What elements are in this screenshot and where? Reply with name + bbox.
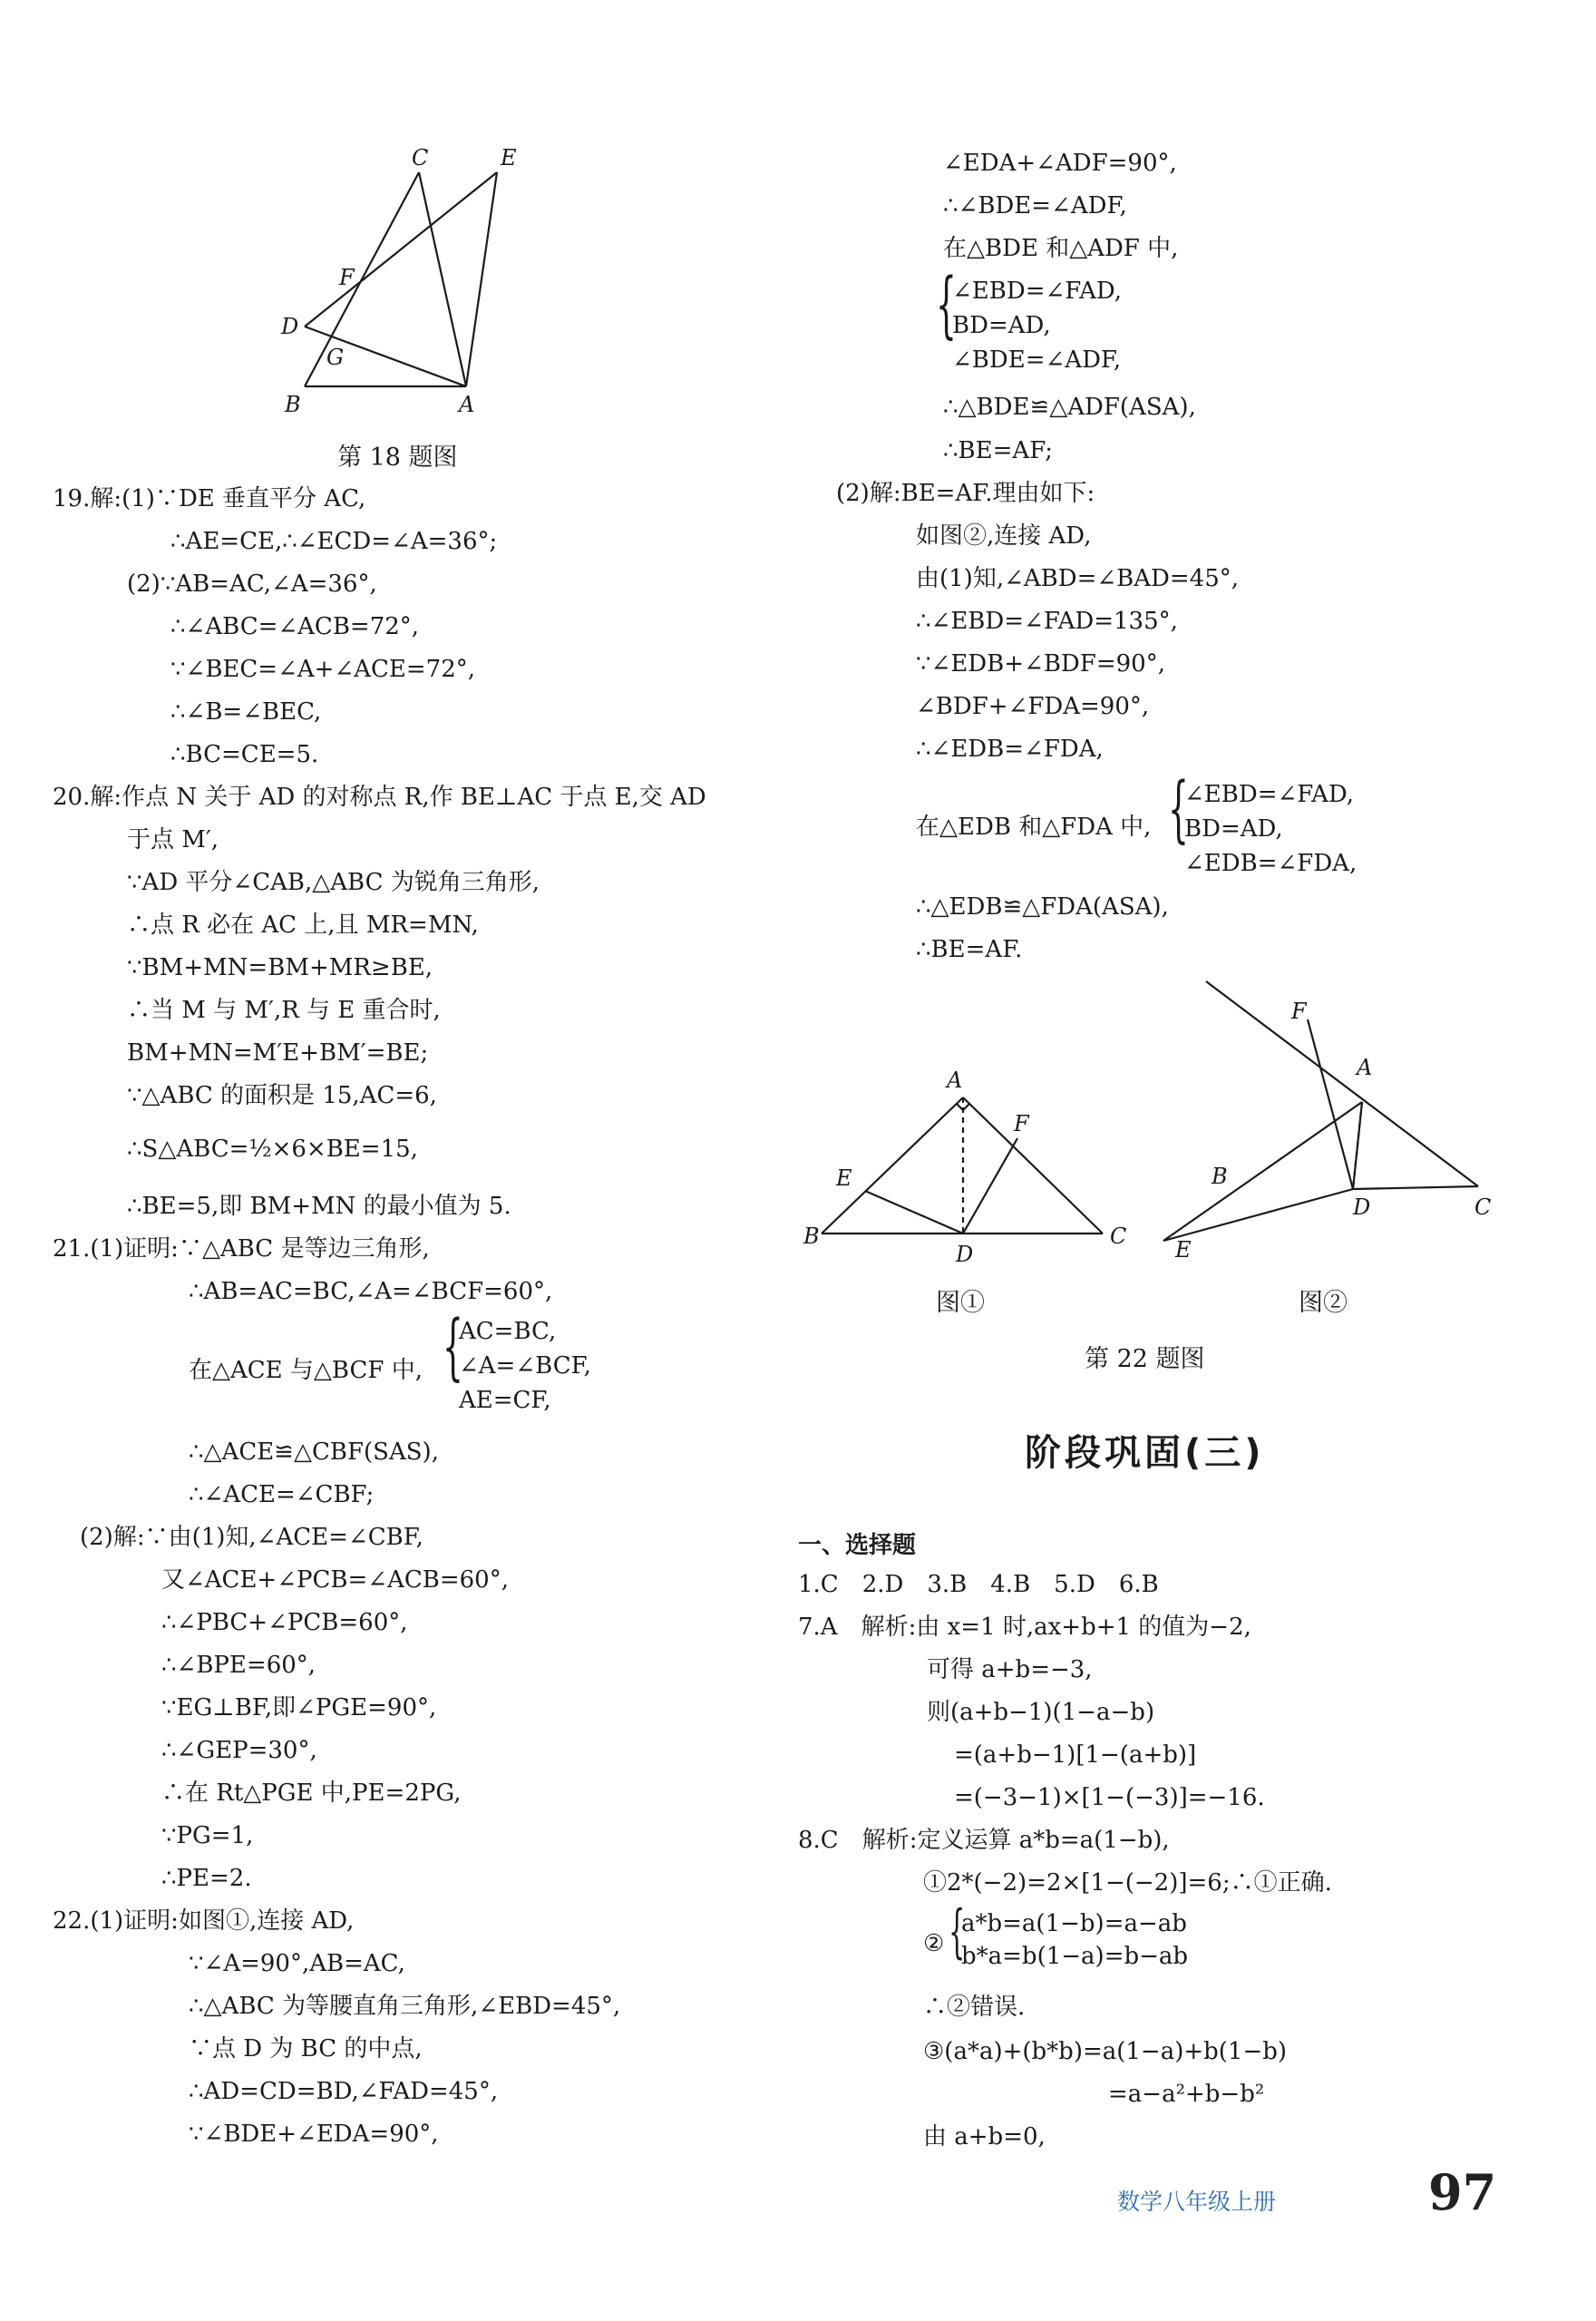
right-line: ∠BDF+∠FDA=90°, <box>916 693 1150 720</box>
right-line: (2)解:BE=AF.理由如下: <box>836 480 1095 507</box>
left-line: 19.解:(1)∵DE 垂直平分 AC, <box>53 485 366 512</box>
fig18-label-b: B <box>285 392 301 417</box>
left-line: ∴∠ABC=∠ACB=72°, <box>170 613 420 640</box>
right-line: 由(1)知,∠ABD=∠BAD=45°, <box>916 565 1240 592</box>
fig18-label-d: D <box>281 314 299 339</box>
system-line: ∠EDB=∠FDA, <box>1184 850 1358 877</box>
fig18-label-c: C <box>412 145 429 171</box>
system-line: b*a=b(1−a)=b−ab <box>961 1943 1189 1970</box>
right-line: ∴△BDE≌△ADF(ASA), <box>943 394 1196 421</box>
left-line: ∴△ABC 为等腰直角三角形,∠EBD=45°, <box>189 1993 621 2020</box>
left-line: ∴点 R 必在 AC 上,且 MR=MN, <box>127 912 479 939</box>
left-line: (2)解:∵由(1)知,∠ACE=∠CBF, <box>80 1524 423 1551</box>
answer-line: 则(a+b−1)(1−a−b) <box>927 1699 1155 1726</box>
left-line: ∴当 M 与 M′,R 与 E 重合时, <box>127 997 441 1024</box>
system-line: AC=BC, <box>459 1318 557 1345</box>
system-line: ∠A=∠BCF, <box>459 1352 591 1380</box>
left-line: 20.解:作点 N 关于 AD 的对称点 R,作 BE⊥AC 于点 E,交 AD <box>53 784 706 811</box>
fig22b-label-c: C <box>1474 1195 1492 1220</box>
fig22b-label-a: A <box>1357 1055 1373 1080</box>
left-line: 于点 M′, <box>127 826 219 853</box>
answer-line: ∴②错误. <box>923 1994 1026 2021</box>
left-line: ∴△ACE≌△CBF(SAS), <box>189 1438 439 1466</box>
figure-18-diagram <box>272 145 544 435</box>
left-line: 在△ACE 与△BCF 中, <box>189 1357 423 1384</box>
left-line: ∵PG=1, <box>161 1822 254 1849</box>
left-line: ∵BM+MN=BM+MR≥BE, <box>127 954 433 981</box>
system-line: ∠EBD=∠FAD, <box>1184 781 1355 808</box>
system-line: a*b=a(1−b)=a−ab <box>961 1910 1187 1937</box>
fig22b-label-b: B <box>1212 1164 1228 1189</box>
answer-line: ③(a*a)+(b*b)=a(1−a)+b(1−b) <box>923 2038 1288 2065</box>
answer-line: ①2*(−2)=2×[1−(−2)]=6;∴①正确. <box>923 1869 1332 1897</box>
left-line: ∵AD 平分∠CAB,△ABC 为锐角三角形, <box>127 869 540 896</box>
fig22a-label-d: D <box>956 1242 974 1267</box>
fig22a-label-f: F <box>1014 1111 1029 1136</box>
figure-22a-label: 图① <box>936 1289 985 1317</box>
right-line: 如图②,连接 AD, <box>916 522 1092 550</box>
left-line: ∴PE=2. <box>161 1865 252 1892</box>
page-number: 97 <box>1428 2163 1497 2221</box>
right-line: 在△BDE 和△ADF 中, <box>943 235 1179 262</box>
fig18-label-g: G <box>326 345 345 370</box>
equation-system-22a <box>952 274 1122 377</box>
left-line: ∴∠ACE=∠CBF; <box>189 1481 375 1508</box>
left-line: (2)∵AB=AC,∠A=36°, <box>127 570 377 598</box>
section-title: 阶段巩固(三) <box>1025 1432 1265 1474</box>
system-line: BD=AD, <box>1184 815 1283 843</box>
left-line: ∴AE=CE,∴∠ECD=∠A=36°; <box>170 528 498 555</box>
equation-system-21 <box>459 1314 591 1418</box>
right-line: ∵∠EDB+∠BDF=90°, <box>916 650 1165 678</box>
right-line: ∴BE=AF; <box>943 437 1054 464</box>
answer-line: =(a+b−1)[1−(a+b)] <box>954 1741 1197 1769</box>
left-line: ∴AD=CD=BD,∠FAD=45°, <box>189 2078 499 2105</box>
left-line: 22.(1)证明:如图①,连接 AD, <box>53 1907 355 1935</box>
right-line: ∴∠BDE=∠ADF, <box>943 192 1127 219</box>
fig22b-label-f: F <box>1291 999 1307 1024</box>
answer-line: =a−a²+b−b² <box>1108 2081 1265 2108</box>
fig22a-label-a: A <box>947 1068 963 1093</box>
fig22a-label-e: E <box>836 1165 852 1191</box>
footer-book-label: 数学八年级上册 <box>1117 2189 1277 2215</box>
fig18-label-f: F <box>339 265 355 290</box>
system-brace: { <box>936 262 957 346</box>
left-line: ∵∠A=90°,AB=AC, <box>189 1950 405 1977</box>
answer-line: =(−3−1)×[1−(−3)]=−16. <box>954 1784 1265 1811</box>
left-line: BM+MN=M′E+BM′=BE; <box>127 1039 429 1067</box>
fig22b-label-e: E <box>1175 1237 1192 1263</box>
figure-18-caption: 第 18 题图 <box>337 444 458 472</box>
equation-system-8 <box>961 1907 1188 1973</box>
right-line: ∴∠EDB=∠FDA, <box>916 736 1104 763</box>
left-line: ∵∠BEC=∠A+∠ACE=72°, <box>170 656 476 683</box>
answer-line: 7.A 解析:由 x=1 时,ax+b+1 的值为−2, <box>798 1614 1251 1641</box>
left-line: ∴∠B=∠BEC, <box>170 698 322 726</box>
left-line: ∴BE=5,即 BM+MN 的最小值为 5. <box>127 1193 511 1220</box>
equation-system-22b <box>1184 777 1357 881</box>
fig18-label-a: A <box>459 392 475 417</box>
figure-22-diagram <box>798 975 1505 1302</box>
right-line: ∴BE=AF. <box>916 936 1023 963</box>
system-brace: { <box>443 1304 463 1389</box>
right-line: ∴∠EBD=∠FAD=135°, <box>916 608 1178 635</box>
answer-line: ② <box>923 1930 945 1957</box>
left-line: ∴∠GEP=30°, <box>161 1737 317 1764</box>
system-line: ∠BDE=∠ADF, <box>952 346 1122 374</box>
left-line: ∵点 D 为 BC 的中点, <box>189 2035 423 2063</box>
system-line: ∠EBD=∠FAD, <box>952 278 1123 305</box>
fig22b-label-d: D <box>1353 1195 1371 1220</box>
left-line: ∴AB=AC=BC,∠A=∠BCF=60°, <box>189 1278 553 1305</box>
fig18-label-e: E <box>501 145 517 171</box>
right-line: ∴△EDB≌△FDA(ASA), <box>916 893 1169 921</box>
answer-line: 1.C 2.D 3.B 4.B 5.D 6.B <box>798 1571 1159 1598</box>
left-line: ∴在 Rt△PGE 中,PE=2PG, <box>161 1780 462 1807</box>
left-line: ∵△ABC 的面积是 15,AC=6, <box>127 1082 437 1109</box>
left-line: 21.(1)证明:∵△ABC 是等边三角形, <box>53 1235 430 1263</box>
left-line: 又∠ACE+∠PCB=∠ACB=60°, <box>161 1566 509 1594</box>
system-line: BD=AD, <box>952 312 1051 339</box>
right-line: ∠EDA+∠ADF=90°, <box>943 150 1177 177</box>
figure-22b-label: 图② <box>1299 1289 1348 1317</box>
answer-line: 可得 a+b=−3, <box>927 1656 1093 1683</box>
system-brace: { <box>949 1898 966 1965</box>
system-brace: { <box>1168 766 1189 851</box>
left-line: ∵EG⊥BF,即∠PGE=90°, <box>161 1694 437 1721</box>
answer-line: 8.C 解析:定义运算 a*b=a(1−b), <box>798 1827 1170 1854</box>
right-line: 在△EDB 和△FDA 中, <box>916 814 1152 841</box>
figure-22-caption: 第 22 题图 <box>1085 1345 1205 1373</box>
left-line: ∴BC=CE=5. <box>170 741 319 768</box>
sub-heading: 一、选择题 <box>798 1532 917 1559</box>
fig22a-label-b: B <box>803 1224 820 1249</box>
left-line: ∴∠PBC+∠PCB=60°, <box>161 1609 408 1636</box>
left-line: ∴S△ABC=½×6×BE=15, <box>127 1136 418 1163</box>
answer-line: 由 a+b=0, <box>923 2123 1046 2150</box>
system-line: AE=CF, <box>459 1387 551 1414</box>
left-line: ∴∠BPE=60°, <box>161 1652 316 1679</box>
fig22a-label-c: C <box>1110 1224 1127 1249</box>
left-line: ∵∠BDE+∠EDA=90°, <box>189 2121 439 2148</box>
